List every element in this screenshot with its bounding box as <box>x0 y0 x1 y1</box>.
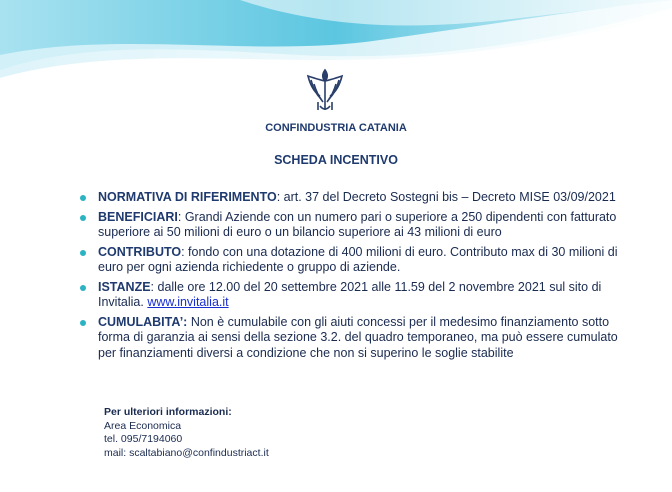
item-label: BENEFICIARI <box>98 209 178 224</box>
contact-block <box>104 406 269 460</box>
incentive-details-list <box>80 190 620 365</box>
contact-department: Area Economica <box>104 419 182 432</box>
item-text: : dalle ore 12.00 del 20 settembre 2021 alle 11.59 del 2 novembre 2021 sul sito di Invitalia. <box>98 279 602 309</box>
item-label: ISTANZE <box>98 279 151 294</box>
item-text: Non è cumulabile con gli aiuti concessi per il medesimo finanziamento sotto forma di garanzia ai sensi della sezione 3.2. del quadro temporaneo, ma può essere cumulato per finanziamenti diversi a condizione che non si superino le soglie stabilite <box>98 314 618 360</box>
list-item-istanze <box>80 280 620 311</box>
item-text: : Grandi Aziende con un numero pari o superiore a 250 dipendenti con fatturato superiore ai 50 milioni di euro o un bilancio superiore ai 43 milioni di euro <box>98 209 617 239</box>
bullet-icon <box>80 195 86 201</box>
page-title: SCHEDA INCENTIVO <box>274 153 398 167</box>
list-item-contributo <box>80 245 620 276</box>
item-text: : art. 37 del Decreto Sostegni bis – Decreto MISE 03/09/2021 <box>276 190 616 204</box>
bullet-icon <box>80 320 86 326</box>
contact-heading: Per ulteriori informazioni: <box>104 406 232 418</box>
item-label: CUMULABITA’: <box>98 314 188 329</box>
item-label: NORMATIVA DI RIFERIMENTO <box>98 190 277 204</box>
list-item-normativa <box>80 190 620 206</box>
invitalia-link[interactable]: www.invitalia.it <box>147 295 229 309</box>
organization-name: CONFINDUSTRIA CATANIA <box>265 122 407 134</box>
list-item-cumulabilita <box>80 315 620 362</box>
bullet-icon <box>80 215 86 221</box>
item-label: CONTRIBUTO <box>98 244 182 259</box>
contact-phone: tel. 095/7194060 <box>104 433 183 445</box>
list-item-beneficiari <box>80 210 620 241</box>
bullet-icon <box>80 250 86 256</box>
confindustria-eagle-logo <box>300 66 350 114</box>
contact-mail: mail: scaltabiano@confindustriact.it <box>104 446 269 459</box>
bullet-icon <box>80 285 86 291</box>
item-text: : fondo con una dotazione di 400 milioni di euro. Contributo max di 30 milioni di euro per ogni azienda richiedente o gruppo di aziende. <box>98 244 618 274</box>
